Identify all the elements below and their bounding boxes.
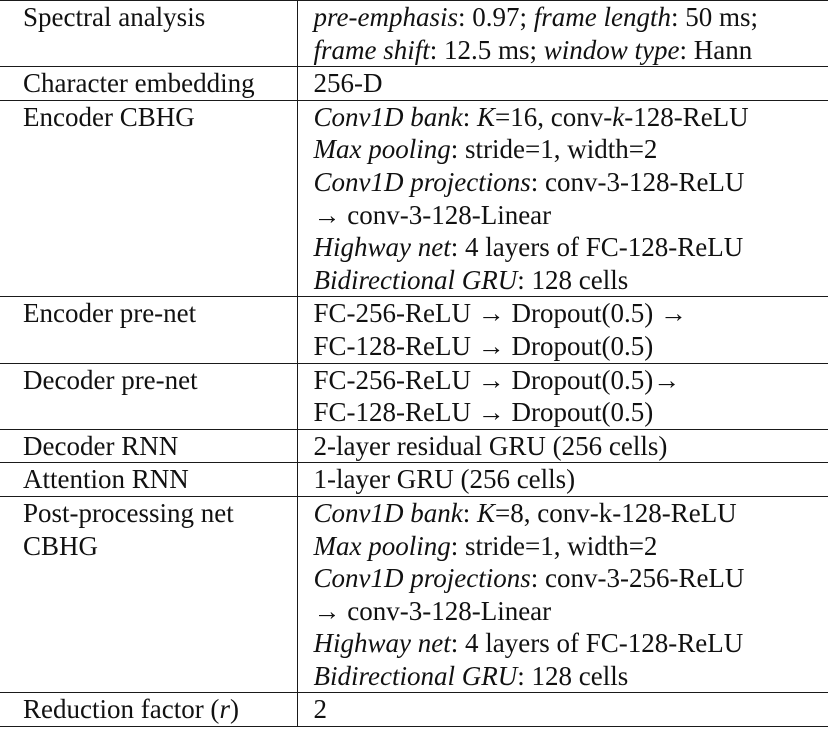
parameter-value-cell <box>297 463 828 497</box>
parameter-name-cell <box>0 100 297 297</box>
parameter-value-text: : conv-3-256-ReLU <box>530 563 745 594</box>
parameter-name-line: Encoder pre-net <box>23 298 197 329</box>
parameter-name-text: Reduction factor ( <box>23 694 220 725</box>
parameter-value-line <box>314 34 829 67</box>
parameter-value-line <box>314 166 829 199</box>
parameter-value-line <box>314 330 829 363</box>
parameter-value-term: frame length <box>533 2 671 32</box>
parameter-value-text: 1-layer GRU (256 cells) <box>313 464 576 495</box>
table-row <box>0 496 828 693</box>
parameter-name-cell <box>0 496 297 693</box>
parameter-value-text: : 50 ms; <box>670 2 758 32</box>
table-row <box>0 100 828 297</box>
parameter-value-text: : 12.5 ms; <box>429 34 544 65</box>
table-row <box>0 363 828 429</box>
parameter-name-line: Post-processing net <box>23 497 234 528</box>
parameter-value-cell <box>297 1 828 67</box>
table-row <box>0 463 828 497</box>
parameter-value-line <box>314 396 829 429</box>
parameter-value-term: pre-emphasis <box>313 2 458 32</box>
parameter-value-line <box>314 364 829 397</box>
parameter-value-cell <box>297 100 828 297</box>
parameter-value-text: : stride=1, width=2 <box>450 134 658 165</box>
parameter-value-term: Conv1D projections <box>313 166 531 197</box>
parameter-value-line <box>314 562 829 595</box>
parameter-value-line <box>314 1 829 34</box>
parameter-value-text: : 4 layers of FC-128-ReLU <box>450 232 744 263</box>
parameter-value-line <box>314 430 829 463</box>
parameter-value-term: k <box>612 101 625 132</box>
table-row <box>0 1 828 67</box>
parameter-value-text: FC-256-ReLU → Dropout(0.5)→ <box>313 364 681 395</box>
parameter-value-line <box>314 231 829 264</box>
parameter-value-term: K <box>477 497 496 528</box>
parameter-value-term: Highway net <box>313 232 451 263</box>
parameter-value-text: 256-D <box>313 68 383 99</box>
parameter-value-line <box>314 297 829 330</box>
parameter-value-text: : <box>462 101 477 132</box>
parameter-value-term: Bidirectional GRU <box>313 660 518 691</box>
parameter-value-term: Conv1D bank <box>313 497 463 528</box>
table-row <box>0 67 828 101</box>
parameter-value-cell <box>297 363 828 429</box>
parameter-value-term: Highway net <box>313 628 451 659</box>
table-row <box>0 429 828 463</box>
parameter-value-text: : 0.97; <box>457 2 534 32</box>
parameter-value-line <box>314 199 829 232</box>
parameter-value-term: K <box>477 101 496 132</box>
parameter-value-text: → conv-3-128-Linear <box>313 595 552 626</box>
parameter-value-text: 2-layer residual GRU (256 cells) <box>313 430 668 461</box>
hyperparameter-table-body <box>0 1 828 727</box>
parameter-value-term: window type <box>543 34 680 65</box>
parameter-value-line <box>314 67 829 100</box>
parameter-value-line <box>314 530 829 563</box>
parameter-name-text: ) <box>229 694 239 725</box>
parameter-value-line <box>314 101 829 134</box>
parameter-value-term: Max pooling <box>313 530 451 561</box>
parameter-value-text: FC-128-ReLU → Dropout(0.5) <box>313 330 654 361</box>
parameter-name-cell <box>0 1 297 67</box>
parameter-value-cell <box>297 693 828 727</box>
parameter-name-cell <box>0 297 297 363</box>
parameter-value-text: : stride=1, width=2 <box>450 530 658 561</box>
parameter-value-term: Max pooling <box>313 134 451 165</box>
parameter-value-line <box>314 463 829 496</box>
parameter-value-term: frame shift <box>313 34 430 65</box>
parameter-value-line <box>314 627 829 660</box>
parameter-value-line <box>314 693 829 726</box>
parameter-value-term: Bidirectional GRU <box>313 264 518 295</box>
parameter-value-line <box>314 595 829 628</box>
parameter-name-cell <box>0 693 297 727</box>
parameter-value-text: : <box>462 497 477 528</box>
parameter-value-line <box>314 264 829 297</box>
parameter-value-line <box>314 660 829 693</box>
parameter-value-text: : 128 cells <box>517 660 629 691</box>
parameter-value-term: Conv1D projections <box>313 563 531 594</box>
parameter-value-text: -128-ReLU <box>624 101 749 132</box>
parameter-name-line: Decoder pre-net <box>23 364 198 395</box>
parameter-value-cell <box>297 496 828 693</box>
parameter-value-cell <box>297 67 828 101</box>
parameter-value-text: =16, conv- <box>495 101 613 132</box>
parameter-name-line: Encoder CBHG <box>23 101 195 132</box>
parameter-value-text: FC-128-ReLU → Dropout(0.5) <box>313 397 654 428</box>
parameter-name-line: Decoder RNN <box>23 430 179 461</box>
parameter-name-text: r <box>219 694 230 725</box>
parameter-value-text: : 4 layers of FC-128-ReLU <box>450 628 744 659</box>
parameter-name-cell <box>0 67 297 101</box>
parameter-name-line <box>23 693 297 726</box>
parameter-value-text: : conv-3-128-ReLU <box>530 166 745 197</box>
parameter-value-term: Conv1D bank <box>313 101 463 132</box>
table-row <box>0 693 828 727</box>
parameter-name-cell <box>0 429 297 463</box>
parameter-value-cell <box>297 297 828 363</box>
parameter-value-line <box>314 133 829 166</box>
parameter-name-line: Attention RNN <box>23 464 189 495</box>
parameter-name-cell <box>0 363 297 429</box>
parameter-name-line: Spectral analysis <box>23 2 206 32</box>
parameter-value-text: : Hann <box>679 34 753 65</box>
table-row <box>0 297 828 363</box>
parameter-value-text: 2 <box>313 694 327 725</box>
parameter-name-line: CBHG <box>23 530 99 561</box>
parameter-value-line <box>314 497 829 530</box>
parameter-name-cell <box>0 463 297 497</box>
parameter-value-text: FC-256-ReLU → Dropout(0.5) → <box>313 298 687 329</box>
parameter-value-cell <box>297 429 828 463</box>
parameter-name-line: Character embedding <box>23 68 255 99</box>
parameter-value-text: : 128 cells <box>517 264 629 295</box>
parameter-value-text: =8, conv-k-128-ReLU <box>495 497 737 528</box>
parameter-value-text: → conv-3-128-Linear <box>313 199 552 230</box>
